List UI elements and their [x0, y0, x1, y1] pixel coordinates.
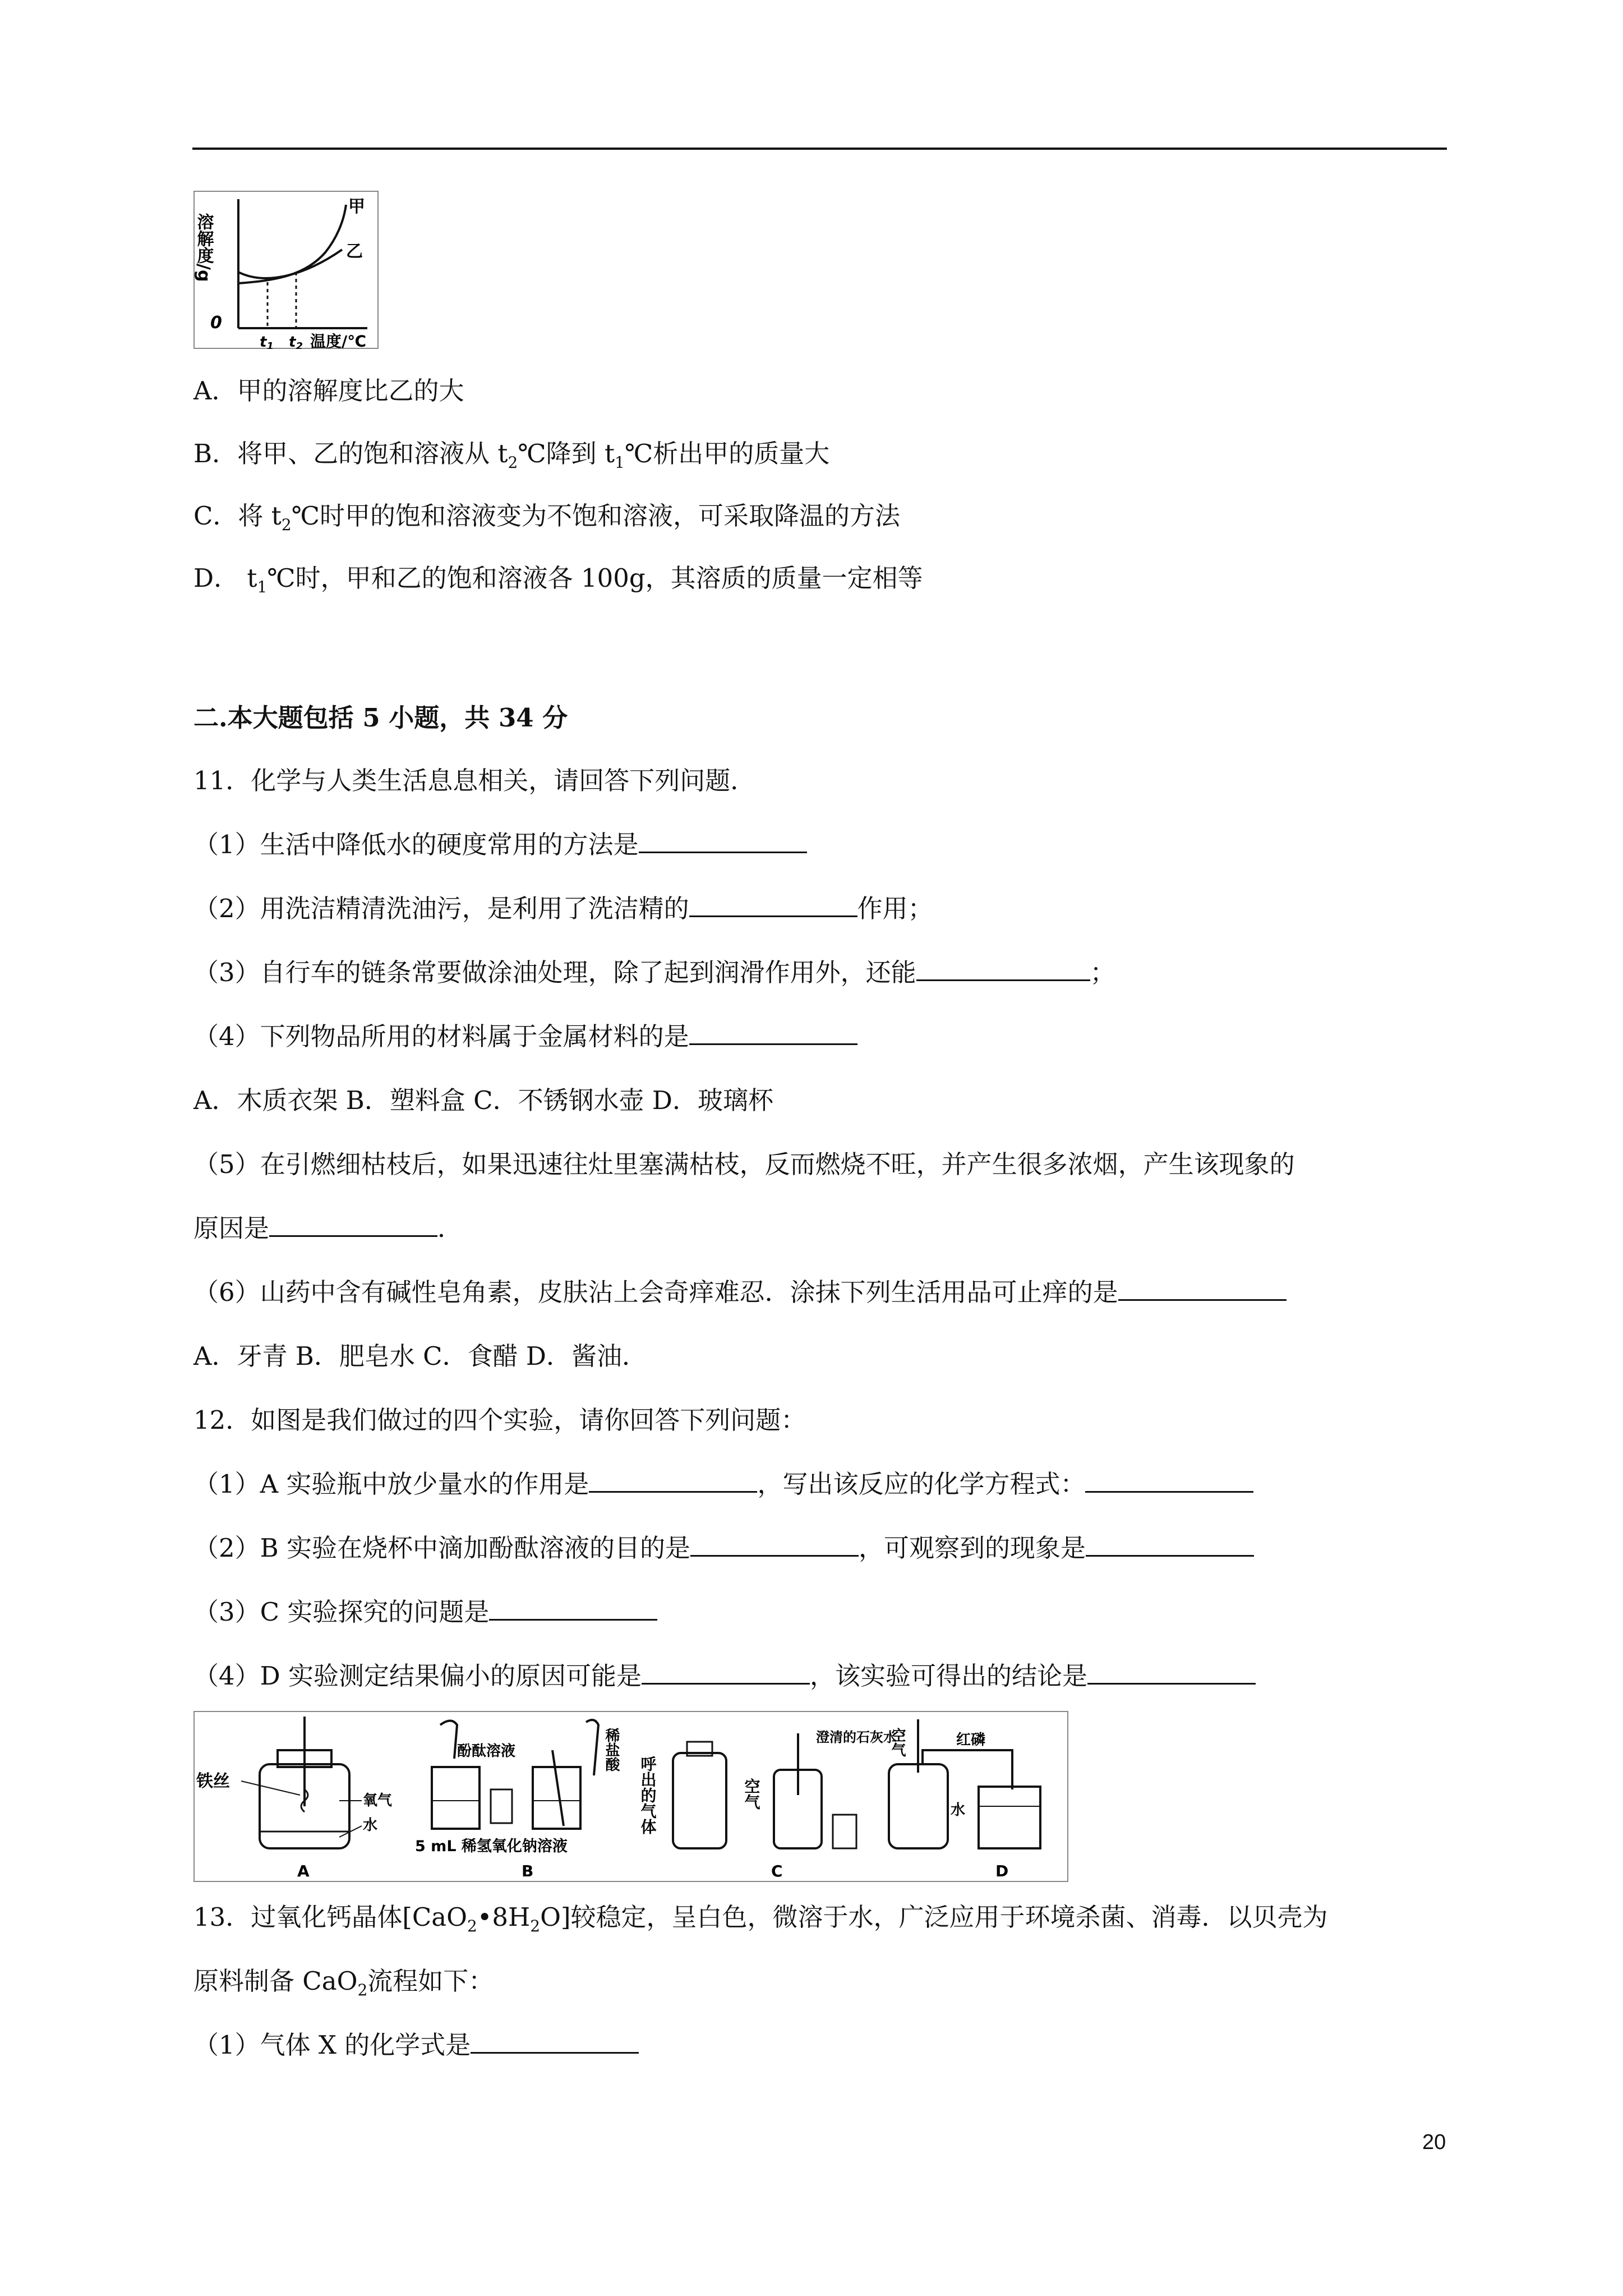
c-air-label: 空气 — [742, 1778, 761, 1810]
d-air-label: 空气 — [889, 1728, 906, 1757]
answer-blank[interactable] — [1085, 1469, 1253, 1493]
q11-part6-options: A．牙青 B．肥皂水 C．食醋 D．酱油． — [193, 1341, 647, 1371]
d-phosphorus-label: 红磷 — [956, 1732, 986, 1749]
answer-blank[interactable] — [639, 829, 807, 853]
q13-line1: 13．过氧化钙晶体$[CaO_2•8H_2O]$较稳定，呈白色，微溶于水，广泛应用于环境杀菌、消毒．以贝壳为 — [193, 1902, 1328, 1935]
t1-sub: 1 — [266, 341, 274, 349]
c-limewater-label: 澄清的石灰水 — [816, 1729, 897, 1745]
a-water-label: 水 — [363, 1817, 378, 1834]
q12-part4: （4）D 实验测定结果偏小的原因可能是 ，该实验可得出的结论是 — [193, 1659, 1256, 1693]
q11-part5-line2: 原因是 ． — [193, 1213, 463, 1243]
section2-title: 二.本大题包括 5 小题，共 34 分 — [193, 703, 568, 733]
q13-part1: （1）气体 X 的化学式是 — [193, 2028, 639, 2062]
b-acid-label: 稀盐酸 — [603, 1728, 620, 1772]
q11-part6: （6）山药中含有碱性皂角素，皮肤沾上会奇痒难忍．涂抹下列生活用品可止痒的是 — [193, 1276, 1287, 1309]
curve-yi-label: 乙 — [346, 242, 363, 261]
q11-part4: （4）下列物品所用的材料属于金属材料的是 — [193, 1020, 857, 1053]
experiments-figure — [193, 1711, 1068, 1882]
q10-option-a: A．甲的溶解度比乙的大 — [193, 376, 464, 406]
answer-blank[interactable] — [1086, 1533, 1254, 1557]
answer-blank[interactable] — [589, 1469, 757, 1493]
answer-blank[interactable] — [269, 1213, 437, 1237]
page-number: 20 — [1422, 2131, 1446, 2154]
d-letter: D — [995, 1862, 1009, 1880]
y-axis-label: 溶解度/g — [193, 213, 214, 282]
q11-part5-line1: （5）在引燃细枯枝后，如果迅速往灶里塞满枯枝，反而燃烧不旺，并产生很多浓烟，产生该现象的 — [193, 1149, 1295, 1179]
answer-blank[interactable] — [471, 2030, 639, 2054]
b-letter: B — [522, 1862, 534, 1880]
q11-part4-options: A．木质衣架 B．塑料盒 C．不锈钢水壶 D．玻璃杯 — [193, 1085, 773, 1115]
q10-option-c: C．将 $t_2℃$时甲的饱和溶液变为不饱和溶液，可采取降温的方法 — [193, 501, 900, 534]
a-wire-label: 铁丝 — [196, 1772, 230, 1791]
a-letter: A — [297, 1862, 310, 1880]
d-water-label: 水 — [951, 1802, 966, 1819]
q12-part1: （1）A 实验瓶中放少量水的作用是 ，写出该反应的化学方程式： — [193, 1467, 1253, 1501]
q11-part2: （2）用洗洁精清洗油污，是利用了洗洁精的 作用； — [193, 894, 933, 923]
c-exhaled-label: 呼出的气体 — [638, 1756, 657, 1834]
c-letter: C — [771, 1862, 783, 1880]
answer-blank[interactable] — [689, 1021, 857, 1045]
answer-blank[interactable] — [689, 893, 857, 917]
answer-blank[interactable] — [690, 1533, 859, 1557]
q12-part3: （3）C 实验探究的问题是 — [193, 1595, 657, 1629]
t2-label: t — [289, 334, 296, 349]
q11-stem: 11．化学与人类生活息息相关，请回答下列问题． — [193, 766, 756, 795]
q12-stem: 12．如图是我们做过的四个实验，请你回答下列问题： — [193, 1405, 806, 1435]
q10-option-b: B．将甲、乙的饱和溶液从 $t_2℃$降到 $t_1℃$析出甲的质量大 — [193, 439, 830, 472]
a-gas-label: 氧气 — [363, 1792, 393, 1809]
header-rule — [192, 148, 1447, 150]
origin-label: 0 — [210, 313, 222, 333]
solubility-graph — [193, 191, 379, 349]
b-indicator-label: 酚酞溶液 — [457, 1743, 516, 1760]
answer-blank[interactable] — [1118, 1277, 1287, 1301]
answer-blank[interactable] — [1087, 1660, 1256, 1685]
q11-part3: （3）自行车的链条常要做涂油处理，除了起到润滑作用外，还能 ； — [193, 958, 1115, 987]
answer-blank[interactable] — [642, 1660, 810, 1685]
q13-line2: 原料制备 CaO$_2$流程如下： — [193, 1966, 494, 1999]
x-axis-label: 温度/℃ — [310, 332, 367, 349]
answer-blank[interactable] — [489, 1596, 657, 1621]
q12-part2: （2）B 实验在烧杯中滴加酚酞溶液的目的是 ，可观察到的现象是 — [193, 1531, 1254, 1565]
curve-jia-label: 甲 — [348, 197, 365, 217]
t1-label: t — [260, 334, 267, 349]
q10-option-d: D． $t_1℃$时，甲和乙的饱和溶液各 100g，其溶质的质量一定相等 — [193, 563, 923, 596]
t2-sub: 2 — [296, 341, 303, 349]
q11-part1: （1）生活中降低水的硬度常用的方法是 — [193, 828, 807, 862]
b-base-label: 5 mL 稀氢氧化钠溶液 — [415, 1838, 568, 1855]
answer-blank[interactable] — [916, 957, 1090, 981]
